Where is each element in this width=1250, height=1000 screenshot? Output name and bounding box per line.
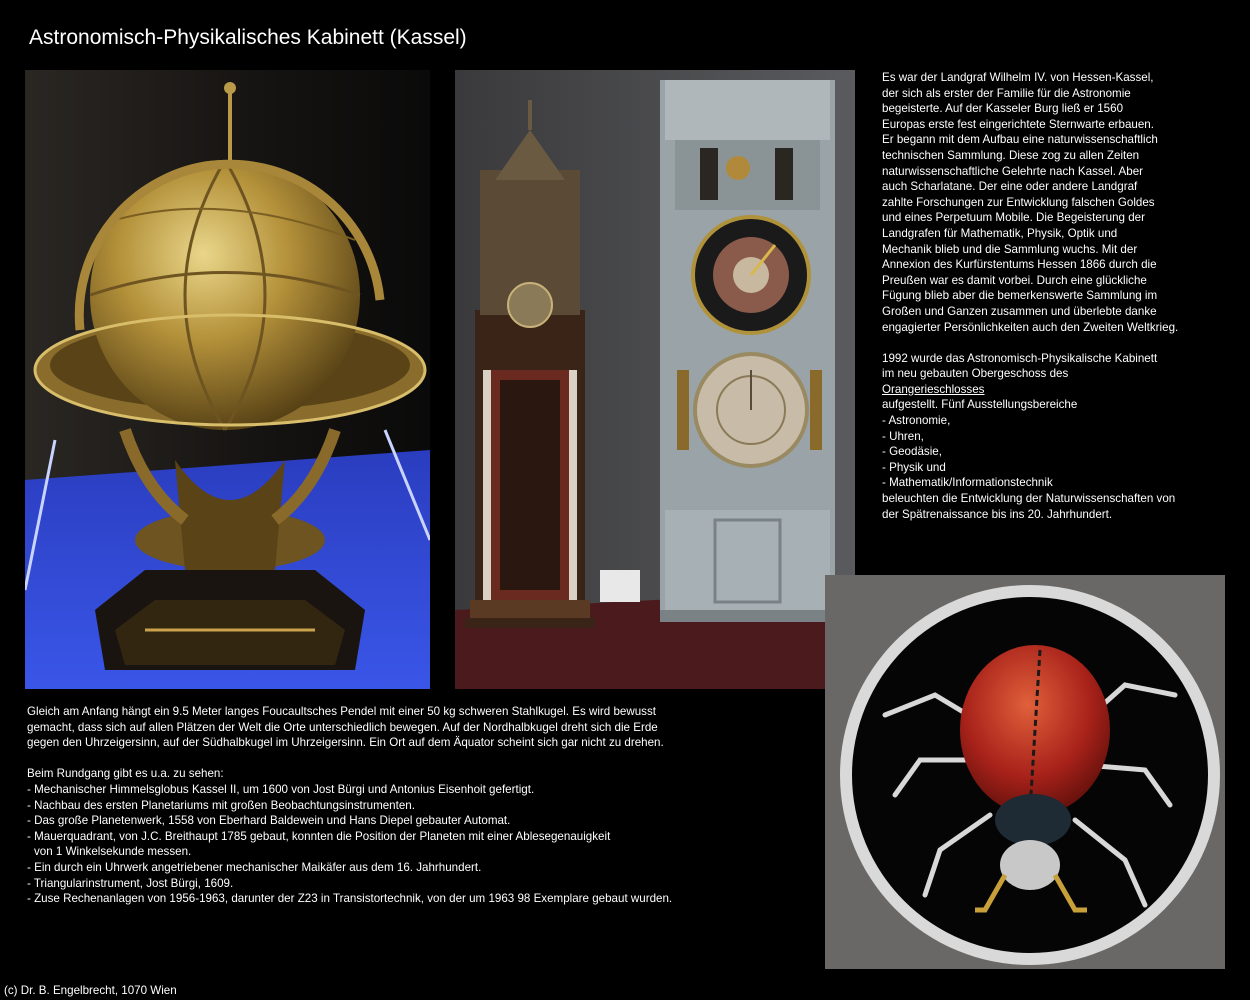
clocks-photo (455, 70, 855, 689)
list-item: von 1 Winkelsekunde messen. (34, 845, 192, 859)
exhibition-paragraph: 1992 wurde das Astronomisch-Physikalische Kabinett im neu gebauten Obergeschoss des Orangerieschlosses aufgestellt. Fünf Ausstellungsbereiche - Astronomie, - Uhren, - Geodäsie, - Physik und - Mathematik/Informationstechnik beleuchten die Entwicklung der Naturwissenschaften von der Spätrenaissance bis ins 20. Jahrhundert. (882, 351, 1176, 521)
globe-photo (25, 70, 430, 689)
history-paragraph: Es war der Landgraf Wilhelm IV. von Hessen-Kassel, der sich als erster der Familie für die Astronomie begeisterte. Auf der Kasseler Burg ließ er 1560 Europas erste fest eingerichtete Sternwarte erbauen. Er begann mit dem Aufbau eine naturwissenschaftlich technischen Sammlung. Diese zog zu allen Zeiten naturwissenschaftliche Gelehrte nach Kassel. Aber auch Scharlatane. Der eine oder andere Landgraf zahlte Forschungen zur Entwicklung falschen Goldes und eines Perpetuum Mobile. Die Begeisterung der Landgrafen für Mathematik, Physik, Optik und Mechanik blieb und die Sammlung wuchs. Mit der Annexion des Kurfürstentums Hessen 1866 durch die Preußen war es damit vorbei. Durch eine glückliche Fügung blieb aber die bemerkenswerte Sammlung im Großen und Ganzen zusammen und überlebte danke engagierter Persönlichkeiten auch den Zweiten Weltkrieg. (882, 71, 1179, 334)
list-item: - Mechanischer Himmelsglobus Kassel II, um 1600 von Jost Bürgi und Antonius Eisenhoit gefertigt. (27, 782, 535, 796)
exhibit-list (27, 766, 807, 906)
orangerieschloss-link[interactable]: Orangerieschlosses (882, 382, 985, 396)
page-title: Astronomisch-Physikalisches Kabinett (Kassel) (29, 26, 467, 49)
list-item: - Triangularinstrument, Jost Bürgi, 1609. (27, 876, 234, 890)
copyright-footer: (c) Dr. B. Engelbrecht, 1070 Wien (4, 984, 177, 997)
history-text (882, 70, 1222, 522)
exhibit-list-intro: Beim Rundgang gibt es u.a. zu sehen: (27, 767, 224, 781)
list-item: - Nachbau des ersten Planetariums mit großen Beobachtungsinstrumenten. (27, 798, 415, 812)
list-item: - Zuse Rechenanlagen von 1956-1963, darunter der Z23 in Transistortechnik, von der um 1963 98 Exemplare gebaut wurden. (27, 892, 673, 906)
pendulum-paragraph: Gleich am Anfang hängt ein 9.5 Meter langes Foucaultsches Pendel mit einer 50 kg schweren Stahlkugel. Es wird bewusst gemacht, dass sich auf allen Plätzen der Welt die Orte unterschiedlich bewegen. Auf der Nordhalbkugel dreht sich die Erde gegen den Uhrzeigersinn, auf der Südhalbkugel im Uhrzeigersinn. Ein Ort auf dem Äquator scheint sich gar nicht zu drehen. (27, 705, 664, 750)
beetle-photo (825, 575, 1225, 969)
list-item: - Ein durch ein Uhrwerk angetriebener mechanischer Maikäfer aus dem 16. Jahrhundert. (27, 860, 482, 874)
list-item: - Mauerquadrant, von J.C. Breithaupt 1785 gebaut, konnten die Position der Planeten mit einer Ablesegenauigkeit (27, 829, 611, 843)
tour-text (27, 704, 807, 907)
list-item: - Das große Planetenwerk, 1558 von Eberhard Baldewein und Hans Diepel gebauter Automat. (27, 814, 511, 828)
